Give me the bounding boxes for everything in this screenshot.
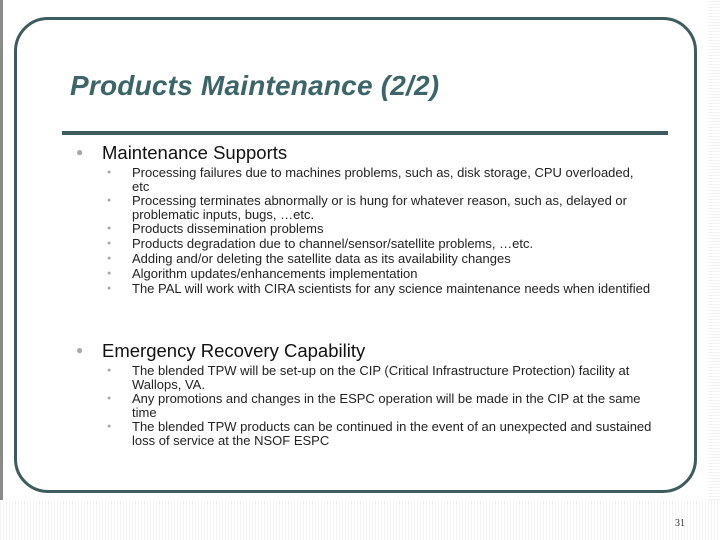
list-item [107,222,666,236]
bullet-icon: ● [107,367,112,374]
list-item [107,392,666,419]
list-item [107,194,666,221]
list-item-text: The blended TPW products can be continued in the event of an unexpected and sustained loss of service at the NSOF ESPC [132,419,652,448]
bullet-icon: ● [76,145,84,159]
bullet-icon: ● [107,285,112,292]
slide-title: Products Maintenance (2/2) [70,70,440,101]
list-item [107,364,666,391]
list-item [107,237,666,251]
section-heading-row [76,340,666,362]
section-maintenance-supports [76,142,666,297]
bullet-icon: ● [107,395,112,402]
list-item-text: Adding and/or deleting the satellite data as its availability changes [132,251,511,266]
bullet-icon: ● [107,423,112,430]
list-item [107,166,666,193]
section-emergency-recovery [76,340,666,448]
bullet-icon: ● [107,255,112,262]
list-item-text: Products degradation due to channel/sensor/satellite problems, …etc. [132,236,534,251]
bullet-icon: ● [76,343,84,357]
list-item-text: The blended TPW will be set-up on the CIP (Critical Infrastructure Protection) facility at Wallops, VA. [132,363,630,392]
title-divider [62,131,668,135]
bullet-icon: ● [107,270,112,277]
list-item-text: Algorithm updates/enhancements implementation [132,266,418,281]
bullet-icon: ● [107,197,112,204]
list-item [107,252,666,266]
list-item-text: Products dissemination problems [132,221,324,236]
list-item-text: Any promotions and changes in the ESPC operation will be made in the CIP at the same time [132,391,641,420]
section-heading: Emergency Recovery Capability [102,340,366,361]
list-item [107,267,666,281]
right-edge-strip [708,0,720,500]
bullet-icon: ● [107,225,112,232]
list-item [107,420,666,447]
footer-band [0,500,720,540]
bullet-list [76,364,666,447]
section-heading-row [76,142,666,164]
section-heading: Maintenance Supports [102,142,288,163]
list-item-text: Processing failures due to machines problems, such as, disk storage, CPU overloaded, etc [132,165,634,194]
bullet-icon: ● [107,240,112,247]
left-edge-strip [0,0,3,500]
list-item-text: Processing terminates abnormally or is hung for whatever reason, such as, delayed or problematic inputs, bugs, …etc. [132,193,627,222]
page-number: 31 [675,518,685,529]
bullet-list [76,166,666,296]
list-item-text: The PAL will work with CIRA scientists for any science maintenance needs when identified [132,281,651,296]
bullet-icon: ● [107,169,112,176]
list-item [107,282,666,296]
